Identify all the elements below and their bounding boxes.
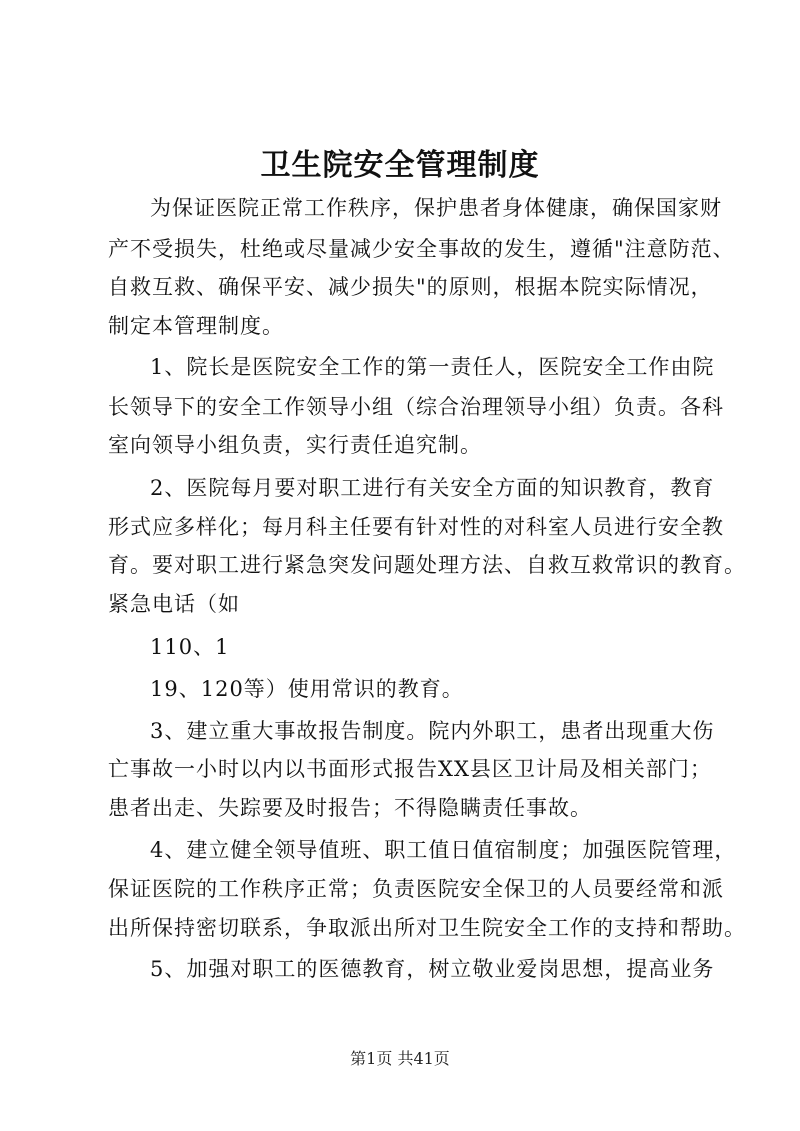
paragraph-line: 亡事故一小时以内以书面形式报告XX县区卫计局及相关部门； [108, 757, 712, 781]
paragraph-line: 1、院长是医院安全工作的第一责任人，医院安全工作由院 [150, 355, 715, 379]
paragraph-line: 5、加强对职工的医德教育，树立敬业爱岗思想，提高业务 [150, 957, 715, 981]
paragraph-line: 4、建立健全领导值班、职工值日值宿制度；加强医院管理， [150, 838, 737, 862]
paragraph-line: 出所保持密切联系，争取派出所对卫生院安全工作的支持和帮助。 [108, 916, 746, 940]
paragraph-line: 3、建立重大事故报告制度。院内外职工，患者出现重大伤 [150, 719, 715, 743]
page-indicator: 第1页 共41页 [350, 1049, 450, 1068]
paragraph-line: 长领导下的安全工作领导小组（综合治理领导小组）负责。各科 [108, 395, 724, 419]
paragraph-line: 形式应多样化；每月科主任要有针对性的对科室人员进行安全教 [108, 515, 724, 539]
paragraph-line: 为保证医院正常工作秩序，保护患者身体健康，确保国家财 [150, 196, 722, 220]
paragraph-line: 紧急电话（如 [108, 592, 240, 616]
paragraph-line: 育。要对职工进行紧急突发问题处理方法、自救互救常识的教育。 [108, 553, 746, 577]
paragraph-line: 110、1 [150, 635, 230, 659]
paragraph-line: 自救互救、确保平安、减少损失"的原则，根据本院实际情况， [108, 275, 713, 299]
paragraph-line: 19、120等）使用常识的教育。 [150, 677, 464, 701]
paragraph-line: 产不受损失，杜绝或尽量减少安全事故的发生，遵循"注意防范、 [108, 237, 735, 261]
paragraph-line: 保证医院的工作秩序正常；负责医院安全保卫的人员要经常和派 [108, 877, 724, 901]
document-title: 卫生院安全管理制度 [260, 148, 540, 183]
paragraph-line: 室向领导小组负责，实行责任追究制。 [108, 433, 482, 457]
paragraph-line: 2、医院每月要对职工进行有关安全方面的知识教育，教育 [150, 476, 715, 500]
paragraph-line: 制定本管理制度。 [108, 314, 284, 338]
paragraph-line: 患者出走、失踪要及时报告；不得隐瞒责任事故。 [108, 796, 592, 820]
